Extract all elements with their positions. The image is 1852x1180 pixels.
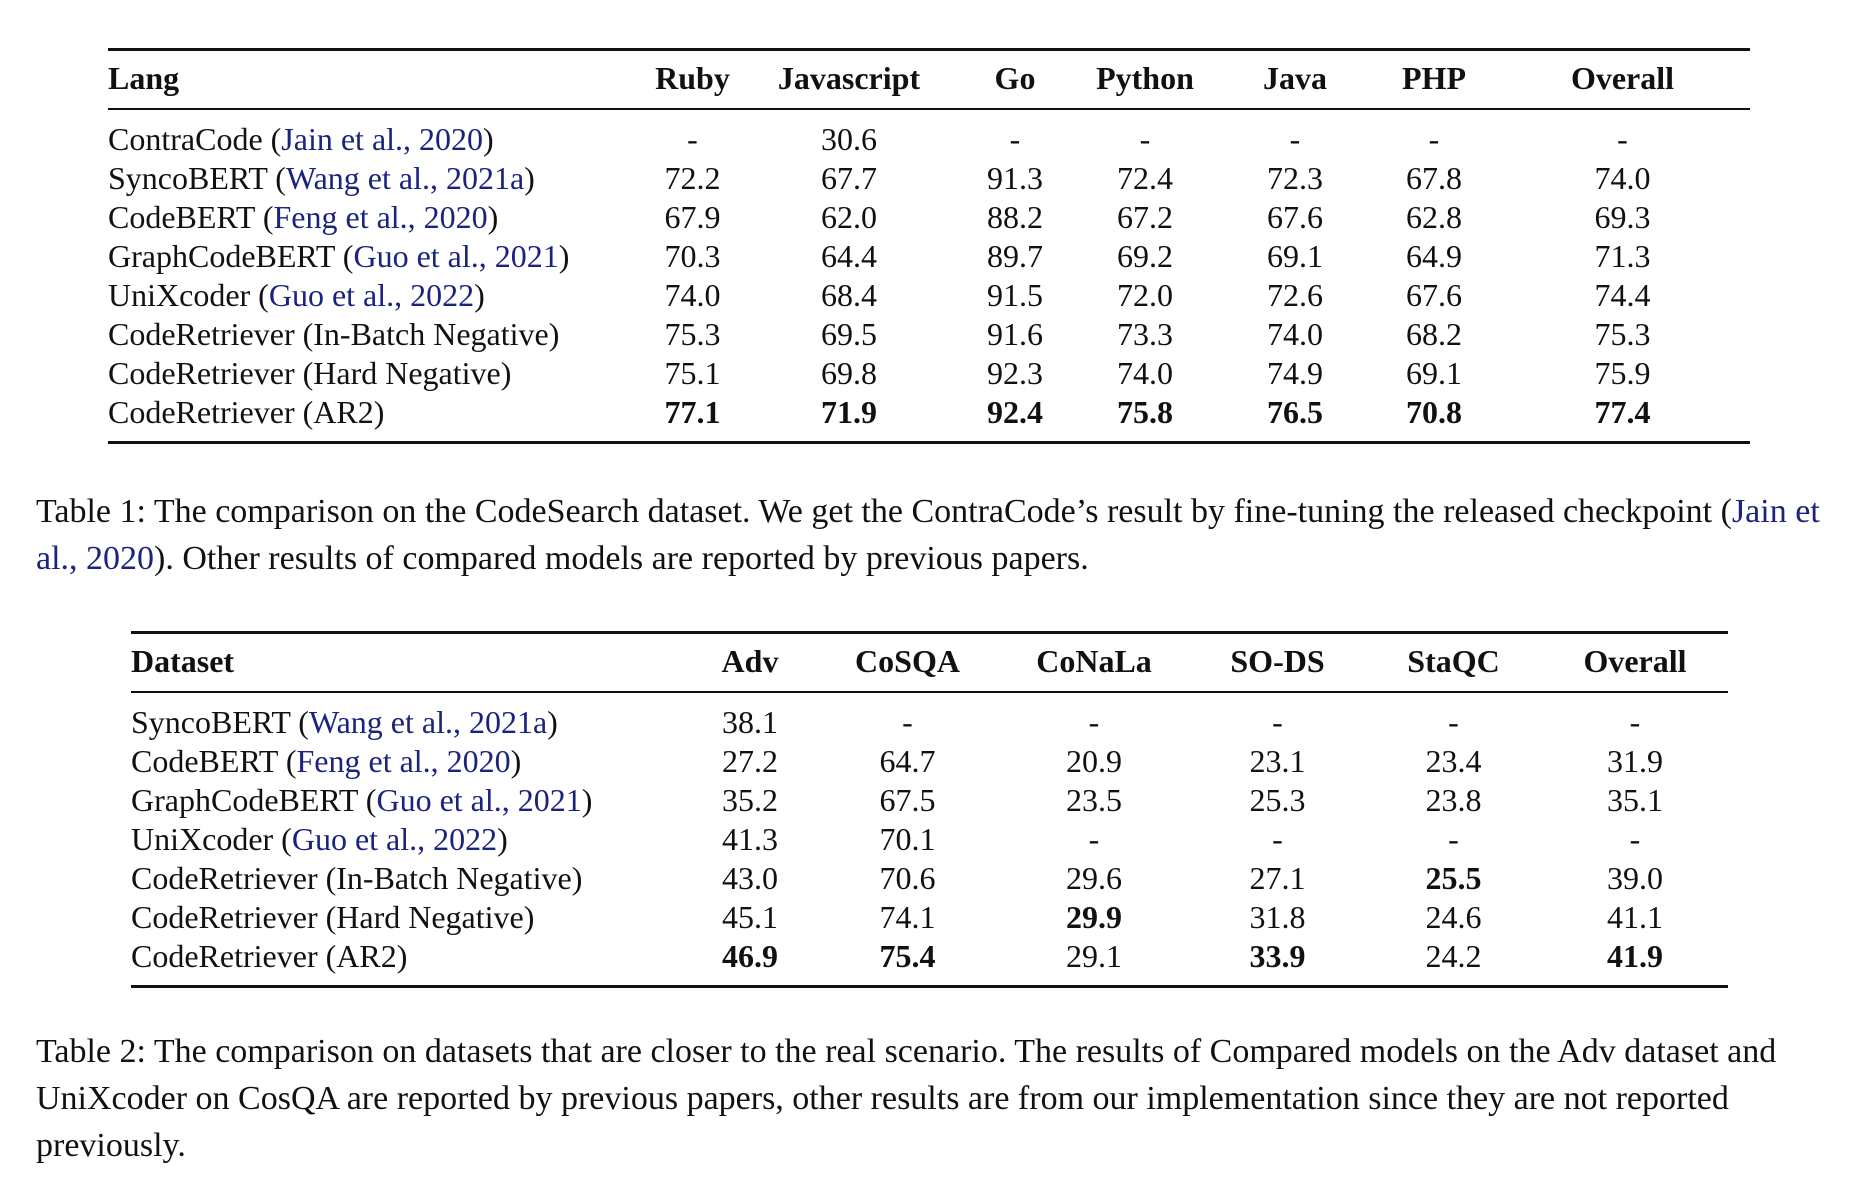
table-row <box>131 781 1728 820</box>
value-cell: - <box>1272 704 1283 740</box>
citation-link[interactable]: Feng et al., 2020 <box>296 743 511 779</box>
table-row <box>131 820 1728 859</box>
value-cell: 41.1 <box>1607 899 1663 935</box>
value-cell: 74.0 <box>664 277 721 313</box>
value-cell: 20.9 <box>1066 743 1122 779</box>
citation-open: ( <box>334 238 354 274</box>
model-name: CodeRetriever (In-Batch Negative) <box>131 860 583 896</box>
table-1-header-lang: Lang <box>108 60 180 96</box>
value-cell: 73.3 <box>1117 316 1173 352</box>
value-cell: 67.2 <box>1117 199 1173 235</box>
value-cell: 71.3 <box>1594 238 1651 274</box>
value-cell: - <box>1428 121 1440 157</box>
value-cell: 24.2 <box>1425 938 1482 974</box>
value-cell: 46.9 <box>722 938 778 974</box>
value-cell: - <box>1629 704 1641 740</box>
citation-link[interactable]: Guo et al., 2021 <box>353 238 559 274</box>
model-name-cell <box>108 393 644 443</box>
value-cell: 72.3 <box>1267 160 1323 196</box>
value-cell: 27.1 <box>1249 860 1306 896</box>
value-cell: 35.1 <box>1607 782 1663 818</box>
value-cell: - <box>1289 121 1301 157</box>
table-2-header-staqc: StaQC <box>1407 643 1500 679</box>
citation-close: ) <box>487 199 499 235</box>
model-name-cell <box>108 315 644 354</box>
value-cell: 24.6 <box>1425 899 1482 935</box>
value-cell: 75.9 <box>1594 355 1651 391</box>
table-2-header-overall: Overall <box>1583 643 1687 679</box>
value-cell: 75.3 <box>664 316 721 352</box>
caption-1-text-b: ). Other results of compared models are reported by previous papers. <box>154 540 1089 577</box>
model-name: ContraCode <box>108 121 263 157</box>
citation-open: ( <box>277 743 297 779</box>
model-name: SyncoBERT <box>108 160 268 196</box>
citation-link[interactable]: Feng et al., 2020 <box>273 199 488 235</box>
value-cell: 64.4 <box>821 238 877 274</box>
value-cell: 38.1 <box>722 704 778 740</box>
value-cell: 88.2 <box>987 199 1043 235</box>
table-1-header-ruby: Ruby <box>655 60 730 96</box>
value-cell: - <box>1272 821 1283 857</box>
table-2-caption: Table 2: The comparison on datasets that are closer to the real scenario. The results of Compared models on the Adv dataset and UniXcoder on CosQA are reported by previous papers, other results are from our implementation since they are not reported previously. <box>36 1033 1777 1164</box>
value-cell: 67.9 <box>664 199 721 235</box>
caption-1-citation-link[interactable]: Jain et al., 2020 <box>36 493 1820 577</box>
value-cell: 89.7 <box>987 238 1043 274</box>
value-cell: 69.5 <box>821 316 877 352</box>
value-cell: 67.6 <box>1406 277 1462 313</box>
citation-open: ( <box>250 277 269 313</box>
value-cell: 92.3 <box>987 355 1043 391</box>
citation-open: ( <box>254 199 274 235</box>
value-cell: 23.4 <box>1425 743 1482 779</box>
value-cell: 43.0 <box>722 860 778 896</box>
value-cell: 67.6 <box>1267 199 1323 235</box>
table-row <box>108 393 1750 443</box>
value-cell: 27.2 <box>722 743 778 779</box>
citation-open: ( <box>273 821 292 857</box>
value-cell: 39.0 <box>1607 860 1663 896</box>
value-cell: - <box>1009 121 1021 157</box>
value-cell: 31.9 <box>1607 743 1663 779</box>
table-row <box>131 742 1728 781</box>
value-cell: 29.9 <box>1066 899 1122 935</box>
model-name-cell <box>131 742 683 781</box>
value-cell: - <box>1088 704 1100 740</box>
value-cell: 77.1 <box>664 394 721 430</box>
value-cell: 69.1 <box>1406 355 1462 391</box>
model-name-cell <box>108 276 644 315</box>
table-row <box>108 159 1750 198</box>
value-cell: - <box>1448 821 1459 857</box>
table-row <box>108 109 1750 159</box>
value-cell: 74.0 <box>1267 316 1323 352</box>
table-row <box>108 276 1750 315</box>
value-cell: 68.4 <box>821 277 877 313</box>
table-1-header-javascript: Javascript <box>777 60 921 96</box>
citation-close: ) <box>581 782 593 818</box>
value-cell: 67.7 <box>821 160 877 196</box>
model-name: GraphCodeBERT <box>131 782 358 818</box>
model-name: UniXcoder <box>131 821 274 857</box>
value-cell: 71.9 <box>821 394 877 430</box>
table-1-header-java: Java <box>1263 60 1327 96</box>
model-name-cell <box>131 859 683 898</box>
citation-open: ( <box>267 160 286 196</box>
value-cell: 62.0 <box>821 199 877 235</box>
table-2-header-cosqa: CoSQA <box>855 643 960 679</box>
value-cell: 72.4 <box>1117 160 1173 196</box>
value-cell: 75.3 <box>1594 316 1651 352</box>
value-cell: 29.6 <box>1066 860 1122 896</box>
value-cell: 74.1 <box>879 899 936 935</box>
table-2-header-adv: Adv <box>721 643 779 679</box>
value-cell: 76.5 <box>1267 394 1323 430</box>
model-name: SyncoBERT <box>131 704 291 740</box>
value-cell: 29.1 <box>1066 938 1122 974</box>
table-1-header-go: Go <box>994 60 1036 96</box>
value-cell: 23.5 <box>1066 782 1122 818</box>
model-name: CodeBERT <box>108 199 255 235</box>
table-2-header-dataset: Dataset <box>131 643 235 679</box>
value-cell: 41.9 <box>1607 938 1663 974</box>
citation-close: ) <box>524 160 535 196</box>
value-cell: 74.9 <box>1267 355 1323 391</box>
value-cell: 70.6 <box>879 860 936 896</box>
citation-close: ) <box>510 743 522 779</box>
value-cell: 23.8 <box>1425 782 1482 818</box>
value-cell: 64.7 <box>879 743 936 779</box>
value-cell: 70.1 <box>879 821 936 857</box>
value-cell: 75.8 <box>1117 394 1173 430</box>
value-cell: 91.6 <box>987 316 1043 352</box>
table-row <box>131 898 1728 937</box>
model-name: UniXcoder <box>108 277 251 313</box>
citation-link[interactable]: Guo et al., 2022 <box>291 821 498 857</box>
model-name: CodeRetriever (In-Batch Negative) <box>108 316 560 352</box>
table-row <box>108 315 1750 354</box>
citation-link[interactable]: Wang et al., 2021a <box>285 160 525 196</box>
model-name-cell <box>108 109 644 159</box>
citation-link[interactable]: Guo et al., 2021 <box>376 782 582 818</box>
value-cell: 67.5 <box>879 782 936 818</box>
value-cell: 69.8 <box>821 355 877 391</box>
value-cell: 74.0 <box>1594 160 1651 196</box>
model-name-cell <box>131 937 683 987</box>
value-cell: 72.6 <box>1267 277 1323 313</box>
value-cell: 64.9 <box>1406 238 1462 274</box>
citation-open: ( <box>357 782 377 818</box>
value-cell: - <box>1139 121 1151 157</box>
citation-link[interactable]: Guo et al., 2022 <box>268 277 475 313</box>
table-1-caption <box>36 488 1826 582</box>
value-cell: 70.8 <box>1406 394 1462 430</box>
table-2-header-row <box>131 633 1728 693</box>
value-cell: 77.4 <box>1594 394 1651 430</box>
table-2-header-conala: CoNaLa <box>1036 643 1152 679</box>
model-name-cell <box>108 354 644 393</box>
model-name-cell <box>131 820 683 859</box>
citation-close: ) <box>547 704 558 740</box>
model-name: CodeRetriever (Hard Negative) <box>131 899 535 935</box>
citation-link[interactable]: Wang et al., 2021a <box>308 704 548 740</box>
table-row <box>131 859 1728 898</box>
value-cell: 72.0 <box>1117 277 1173 313</box>
model-name-cell <box>131 781 683 820</box>
citation-close: ) <box>558 238 570 274</box>
value-cell: 23.1 <box>1249 743 1306 779</box>
table-row <box>108 237 1750 276</box>
table-row <box>131 937 1728 987</box>
table-2-header-so-ds: SO-DS <box>1230 643 1325 679</box>
value-cell: 75.4 <box>879 938 936 974</box>
table-1-header-python: Python <box>1096 60 1194 96</box>
value-cell: 74.0 <box>1117 355 1173 391</box>
table-row <box>108 198 1750 237</box>
table-1-header-php: PHP <box>1402 60 1466 96</box>
model-name: CodeRetriever (AR2) <box>131 938 408 974</box>
value-cell: 69.2 <box>1117 238 1173 274</box>
table-row <box>108 354 1750 393</box>
value-cell: 67.8 <box>1406 160 1462 196</box>
citation-close: ) <box>483 121 494 157</box>
table-1-body <box>108 109 1750 443</box>
table-1-codesearch <box>108 48 1750 444</box>
value-cell: 25.3 <box>1249 782 1306 818</box>
value-cell: - <box>902 704 913 740</box>
citation-link[interactable]: Jain et al., 2020 <box>281 121 484 157</box>
caption-1-text-a: Table 1: The comparison on the CodeSearch dataset. We get the ContraCode’s result by fine-tuning the released checkpoint ( <box>36 493 1732 530</box>
value-cell: 70.3 <box>664 238 721 274</box>
value-cell: - <box>687 121 698 157</box>
value-cell: - <box>1448 704 1459 740</box>
model-name: CodeRetriever (AR2) <box>108 394 385 430</box>
value-cell: 30.6 <box>821 121 877 157</box>
model-name: GraphCodeBERT <box>108 238 335 274</box>
table-1-header-overall: Overall <box>1570 60 1675 96</box>
model-name-cell <box>108 159 644 198</box>
value-cell: 75.1 <box>664 355 721 391</box>
citation-close: ) <box>474 277 485 313</box>
citation-open: ( <box>290 704 309 740</box>
table-1-header-row <box>108 50 1750 110</box>
table-2-body <box>131 692 1728 987</box>
model-name: CodeRetriever (Hard Negative) <box>108 355 512 391</box>
value-cell: - <box>1617 121 1628 157</box>
value-cell: 69.1 <box>1267 238 1323 274</box>
value-cell: 68.2 <box>1406 316 1462 352</box>
model-name: CodeBERT <box>131 743 278 779</box>
model-name-cell <box>131 898 683 937</box>
value-cell: 92.4 <box>987 394 1043 430</box>
value-cell: 91.5 <box>987 277 1043 313</box>
table-2-real-scenario <box>131 631 1728 988</box>
value-cell: 91.3 <box>987 160 1043 196</box>
value-cell: 74.4 <box>1594 277 1651 313</box>
value-cell: 69.3 <box>1594 199 1651 235</box>
model-name-cell <box>131 692 683 742</box>
value-cell: 33.9 <box>1249 938 1306 974</box>
value-cell: 41.3 <box>722 821 778 857</box>
table-row <box>131 692 1728 742</box>
value-cell: 35.2 <box>722 782 778 818</box>
citation-close: ) <box>497 821 508 857</box>
value-cell: 25.5 <box>1425 860 1482 896</box>
value-cell: 62.8 <box>1406 199 1462 235</box>
value-cell: 72.2 <box>664 160 721 196</box>
value-cell: 31.8 <box>1249 899 1306 935</box>
value-cell: - <box>1629 821 1641 857</box>
model-name-cell <box>108 198 644 237</box>
model-name-cell <box>108 237 644 276</box>
value-cell: 45.1 <box>722 899 778 935</box>
value-cell: - <box>1088 821 1100 857</box>
citation-open: ( <box>262 121 282 157</box>
